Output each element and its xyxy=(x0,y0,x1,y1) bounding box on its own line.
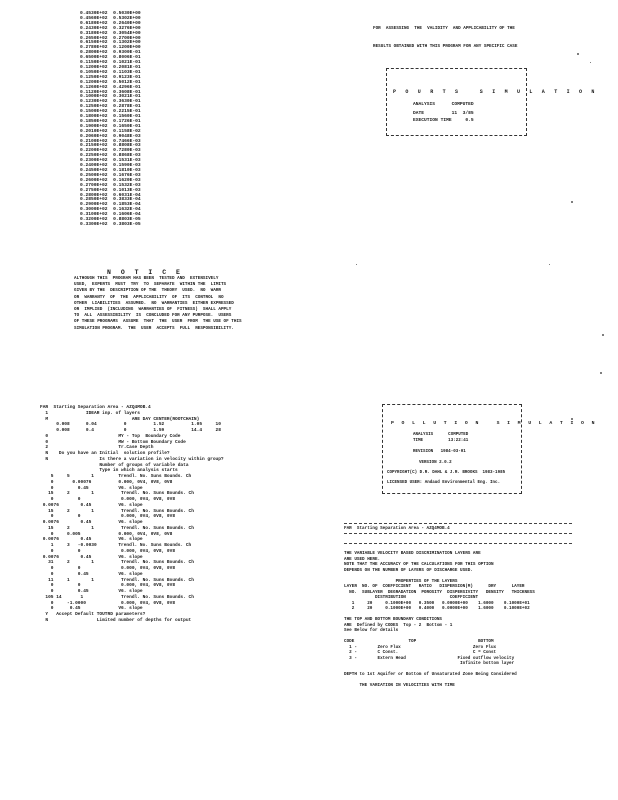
number-row: 0.1230E+02 0.3630E-01 xyxy=(80,99,141,105)
number-row: 0.6500E+02 0.8006E-01 xyxy=(80,55,141,61)
listing-line: 0.0076 0.45 V6. slope xyxy=(40,502,143,508)
listing-line: FAR Starting Separation Area - AZQ4MOB.4 xyxy=(40,405,151,410)
listing-line: 0 0 0.000, 0V4, 0V8, 0V8 xyxy=(40,566,176,571)
box-title: P O L L U T I O N S I M U L A T I O N xyxy=(391,421,597,426)
number-row: 0.3300E+02 0.3803E-05 xyxy=(80,221,141,227)
listing-line: 15 2 1 Trendl. No. Suns Bounds. Ch xyxy=(40,508,194,514)
listing-line: ARE USED HERE. xyxy=(344,556,381,562)
box-line: ANALYSIS COMPUTED xyxy=(413,433,469,437)
number-row: 0.3200E+02 0.8803E-05 xyxy=(80,217,141,223)
number-row: 0.2150E+02 0.8808E-03 xyxy=(80,143,141,149)
listing-line: M ARE DAY CENTER(ROOTCHAIN) xyxy=(40,416,200,422)
listing-line: 2 Tr.Case Depth xyxy=(40,445,154,451)
number-row: 0.1150E+02 0.1021E-01 xyxy=(80,60,141,66)
program-header-box-top xyxy=(386,68,598,136)
listing-line: 0 0 0.000, 0V4, 0V8, 0V8 xyxy=(40,514,176,520)
number-row: 0.2500E+02 0.1676E-03 xyxy=(80,172,141,178)
listing-line: 0 0.45 V6. slope xyxy=(40,571,143,577)
separator-line xyxy=(344,533,572,534)
notice-line: USED, EXPERTS MUST TRY TO SEPARATE WITHIN THE LIMITS xyxy=(74,282,227,288)
box-line: LICENSED USER: Andaud Environmental Eng. Inc. xyxy=(387,481,501,485)
scan-speck xyxy=(602,334,604,336)
listing-line: 0 0.45 V6. slope xyxy=(40,606,143,612)
number-row: 0.1260E+02 0.4296E-01 xyxy=(80,84,141,90)
number-row: 0.1120E+02 0.3608E-01 xyxy=(80,89,141,95)
number-row: 0.1250E+02 0.2878E-01 xyxy=(80,104,141,110)
listing-line: Type in which analysis starts xyxy=(40,468,178,474)
listing-line: 0.0076 0.45 V6. slope xyxy=(40,520,143,525)
number-row: 0.2450E+02 0.1810E-03 xyxy=(80,168,141,173)
listing-line: NOTE THAT THE ACCURACY OF THE CALCULATIONS FOR THIS OPTION xyxy=(344,562,494,567)
number-row: 0.1050E+02 0.1103E-01 xyxy=(80,69,141,75)
separator-line xyxy=(344,523,572,524)
number-row: 0.2430E+02 0.3276E+00 xyxy=(80,25,141,31)
listing-line: 0 0 0.000, 0V4, 0V8, 0V8 xyxy=(40,548,176,554)
notice-line: ALTHOUGH THIS PROGRAM HAS BEEN TESTED AND EXTENSIVELY xyxy=(74,276,219,281)
listing-line: Y Accept Default TOUTRD parameters? xyxy=(40,612,146,617)
scan-speck xyxy=(356,264,357,265)
listing-line: DEPTH to 1st Aquifer or Bottom of Unsaturated Zone Being Considered xyxy=(344,672,517,677)
listing-line: THE VARIABLE VELOCITY BASED DISCRIMINATION LAYERS ARE xyxy=(344,551,481,556)
listing-line: 105 14 1 Trendl. No. Suns Bounds. Ch xyxy=(40,594,194,600)
notice-line: OR IMPLIED (INCLUDING WARRANTIES OF FITNESS) SHALL APPLY xyxy=(74,307,232,313)
listing-line: 5 5 1 Trendl. No. Suns Bounds. Ch xyxy=(40,474,192,479)
number-row: 0.2780E+02 0.1200E+00 xyxy=(80,45,141,51)
listing-line: 0 MY - Top Boundary Code xyxy=(40,433,181,439)
number-row: 0.1850E+02 0.1726E-01 xyxy=(80,118,141,124)
notice-line: TO ALL ASSESSIBILITY IS CONCLUDED FOR ANY PURPOSE. USERS xyxy=(74,313,232,319)
number-row: 0.6180E+02 0.2640E+00 xyxy=(80,20,141,26)
number-row: 0.3180E+02 0.3054E+00 xyxy=(80,30,141,36)
listing-line: 0 0.45 V6. slope xyxy=(40,485,143,491)
box-line: REVISION 1984-03-01 xyxy=(413,450,466,454)
number-row: 0.2650E+02 0.2700E+00 xyxy=(80,35,141,41)
listing-line: LAYER NO. OF COEFFICIENT RATIO DISPERSION(M) DRY LAYER xyxy=(344,584,525,589)
listing-line: THE VARIATION IN VELOCITIES WITH TIME xyxy=(344,683,455,688)
top-left-number-list xyxy=(80,12,141,228)
number-row: 0.1250E+02 0.9123E-01 xyxy=(80,74,141,80)
number-row: 0.1900E+02 0.1650E-01 xyxy=(80,123,141,129)
input-listing-left xyxy=(40,405,224,624)
listing-line: NO. SUBLAYER DEGRADATION POROSITY DISPERSIVITY DENSITY THICKNESS xyxy=(344,589,535,595)
number-row: 0.2010E+02 0.1158E-02 xyxy=(80,128,141,134)
number-row: 0.2060E+02 0.9048E-03 xyxy=(80,133,141,139)
box-line: EXECUTION TIME 0.5 xyxy=(413,118,474,123)
number-row: 0.2800E+02 0.9300E-01 xyxy=(80,50,141,56)
listing-line: DEPENDS ON THE NUMBER OF LAYERS OF DISCHARGE USED. xyxy=(344,567,473,573)
listing-line: 0.0076 0.45 V6. slope xyxy=(40,537,143,543)
program-header-box-bottom xyxy=(382,404,597,494)
number-row: 0.2200E+02 0.7280E-03 xyxy=(80,148,141,154)
listing-line: 2 - C Const. C = Const xyxy=(344,650,497,655)
number-row: 0.3000E+02 0.1632E-04 xyxy=(80,207,141,213)
notice-title: N O T I C E xyxy=(107,269,183,276)
number-row: 0.2850E+02 0.3833E-04 xyxy=(80,197,141,203)
listing-line: 0 0 0.000, 0V4, 0V8, 0V8 xyxy=(40,583,176,589)
box-title: P O U R T S S I M U L A T I O N xyxy=(393,89,598,95)
listing-line: 0.0076 0.45 V6. slope xyxy=(40,554,143,560)
number-row: 0.1200E+02 0.5012E-01 xyxy=(80,79,141,85)
notice-line: OR WARRANTY OF THE APPLICABILITY OF ITS CONTROL NO xyxy=(74,294,224,300)
scan-speck xyxy=(590,62,591,63)
number-row: 0.2300E+02 0.1531E-03 xyxy=(80,158,141,164)
top-right-paragraph xyxy=(373,14,517,56)
listing-line: DISTRIBUTION COEFFICIENT xyxy=(344,595,479,600)
number-row: 0.2900E+02 0.1853E-04 xyxy=(80,202,141,208)
listing-line: PROPERTIES OF THE LAYERS xyxy=(344,578,458,584)
listing-line: N Do you have an Initial solution profile? xyxy=(40,451,170,456)
listing-line: 11 1 1 Trendl. No. Suns Bounds. Ch xyxy=(40,577,194,583)
listing-line: N Limited number of depths for output xyxy=(40,617,192,623)
number-row: 0.2400E+02 0.1590E-03 xyxy=(80,163,141,169)
number-row: 0.2100E+02 0.7466E-03 xyxy=(80,138,141,144)
listing-line: N Is there a variation in velocity within group? xyxy=(40,456,224,462)
top-right-line: FOR ASSESSING THE VALIDITY AND APPLICABILITY OF THE xyxy=(373,26,515,31)
number-row: 0.1800E+02 0.1560E-01 xyxy=(80,114,141,120)
listing-line: See Below for details xyxy=(344,628,399,633)
listing-line: CODE TOP BOTTOM xyxy=(344,639,494,644)
listing-line: 15 2 1 Trendl. No. Suns Bounds. Ch xyxy=(40,525,194,531)
number-row: 0.1200E+02 0.2081E-01 xyxy=(80,64,141,70)
scan-speck xyxy=(577,53,579,55)
listing-line: 1 3 -0.0030 Trendl. No. Suns Bounds. Ch xyxy=(40,543,192,548)
scan-speck xyxy=(549,264,550,265)
number-row: 0.2750E+02 0.1013E-03 xyxy=(80,187,141,193)
listing-line: 0 0.00076 0.000, 0V4, 0V8, 0V8 xyxy=(40,479,173,485)
number-row: 0.4560E+02 0.5302E+00 xyxy=(80,15,141,21)
number-row: 0.4530E+02 0.5030E+00 xyxy=(80,11,141,16)
scan-speck xyxy=(600,372,602,374)
listing-line: Number of groups of variable data xyxy=(40,462,189,468)
listing-line: 0 -1.0000 0.000, 0V4, 0V8, 0V8 xyxy=(40,600,176,606)
listing-line: ARE Defined by CODES Top - 2 Bottom - 1 xyxy=(344,622,453,628)
listing-line: 0.008 0.04 0 1.52 1.05 10 xyxy=(40,422,221,428)
listing-line: 1 - Zero Flux Zero Flux xyxy=(344,644,497,650)
listing-line: 1 IDEAR inp. of layers xyxy=(40,410,140,416)
listing-line: 0 0 0.000, 0V4, 0V8, 0V8 xyxy=(40,497,176,502)
listing-line: 31 2 1 Trendl. No. Suns Bounds. Ch xyxy=(40,560,194,566)
scan-speck xyxy=(571,418,573,420)
box-line: DATE 11 3/85 xyxy=(413,111,474,116)
number-row: 0.3100E+02 0.1606E-04 xyxy=(80,212,141,218)
scan-speck xyxy=(571,201,573,203)
listing-line: 2 20 0.1000E+00 0.4000 0.0000E+00 1.6000 0.1000E+02 xyxy=(344,606,530,611)
listing-line: 15 2 1 Trendl. No. Suns Bounds. Ch xyxy=(40,491,194,497)
top-right-line: RESULTS OBTAINED WITH THIS PROGRAM FOR ANY SPECIFIC CASE xyxy=(373,44,518,49)
listing-line: Infinite bottom layer xyxy=(344,661,515,666)
listing-line: 0 0.45 V6. slope xyxy=(40,589,143,594)
separator-line xyxy=(344,543,572,544)
number-row: 0.2250E+02 0.8868E-03 xyxy=(80,153,141,159)
listing-line: 3 - Extern Head Fixed outflow velocity xyxy=(344,655,515,661)
listing-line: THE TOP AND BOTTOM BOUNDARY CONDITIONS xyxy=(344,617,442,622)
listing-line: 0 MW - Bottom Boundary Code xyxy=(40,439,186,445)
listing-line: 0 0.005 0.000, 0V4, 0V8, 0V8 xyxy=(40,531,173,537)
notice-line: OF THESE PROGRAMS ASSUME THAT THE USER FROM THE USE OF THIS xyxy=(74,319,242,325)
number-row: 0.6150E+02 0.1302E+00 xyxy=(80,40,141,46)
number-row: 0.2600E+02 0.1620E-03 xyxy=(80,177,141,183)
box-line: VERSION 2.0.2 xyxy=(419,461,452,465)
listing-line: 1 20 0.1000E+00 0.3500 0.0000E+00 1.6000 0.1000E+01 xyxy=(344,600,530,606)
notice-line: GIVEN BY THE DESCRIPTION OF THE THEORY USED. NO WARR xyxy=(74,288,221,294)
output-listing-right xyxy=(344,551,535,689)
box-line: TIME 13:22:41 xyxy=(413,439,469,443)
number-row: 0.1500E+02 0.2215E-01 xyxy=(80,109,141,115)
number-row: 0.2700E+02 0.1532E-03 xyxy=(80,182,141,188)
number-row: 0.2800E+02 0.6031E-04 xyxy=(80,192,141,198)
notice-body xyxy=(74,276,242,332)
notice-line: SIMULATION PROGRAM. THE USER ACCEPTS FULL RESPONSIBILITY. xyxy=(74,325,234,331)
number-row: 0.1000E+02 0.3021E-01 xyxy=(80,94,141,100)
box-line: COPYRIGHT(C) D.R. DAHL & J.R. BROOKS 1983-1985 xyxy=(387,471,506,475)
notice-line: OTHER LIABILITIES ASSUMED. NO WARRANTIES EITHER EXPRESSED xyxy=(74,300,234,306)
box-line: ANALYSIS COMPUTED xyxy=(413,102,474,107)
listing-line: 0.008 0.4 0 1.59 14.4 28 xyxy=(40,428,221,433)
listing-right-header: FAR Starting Separation Area - AZQ4MOB.4 xyxy=(344,526,450,531)
